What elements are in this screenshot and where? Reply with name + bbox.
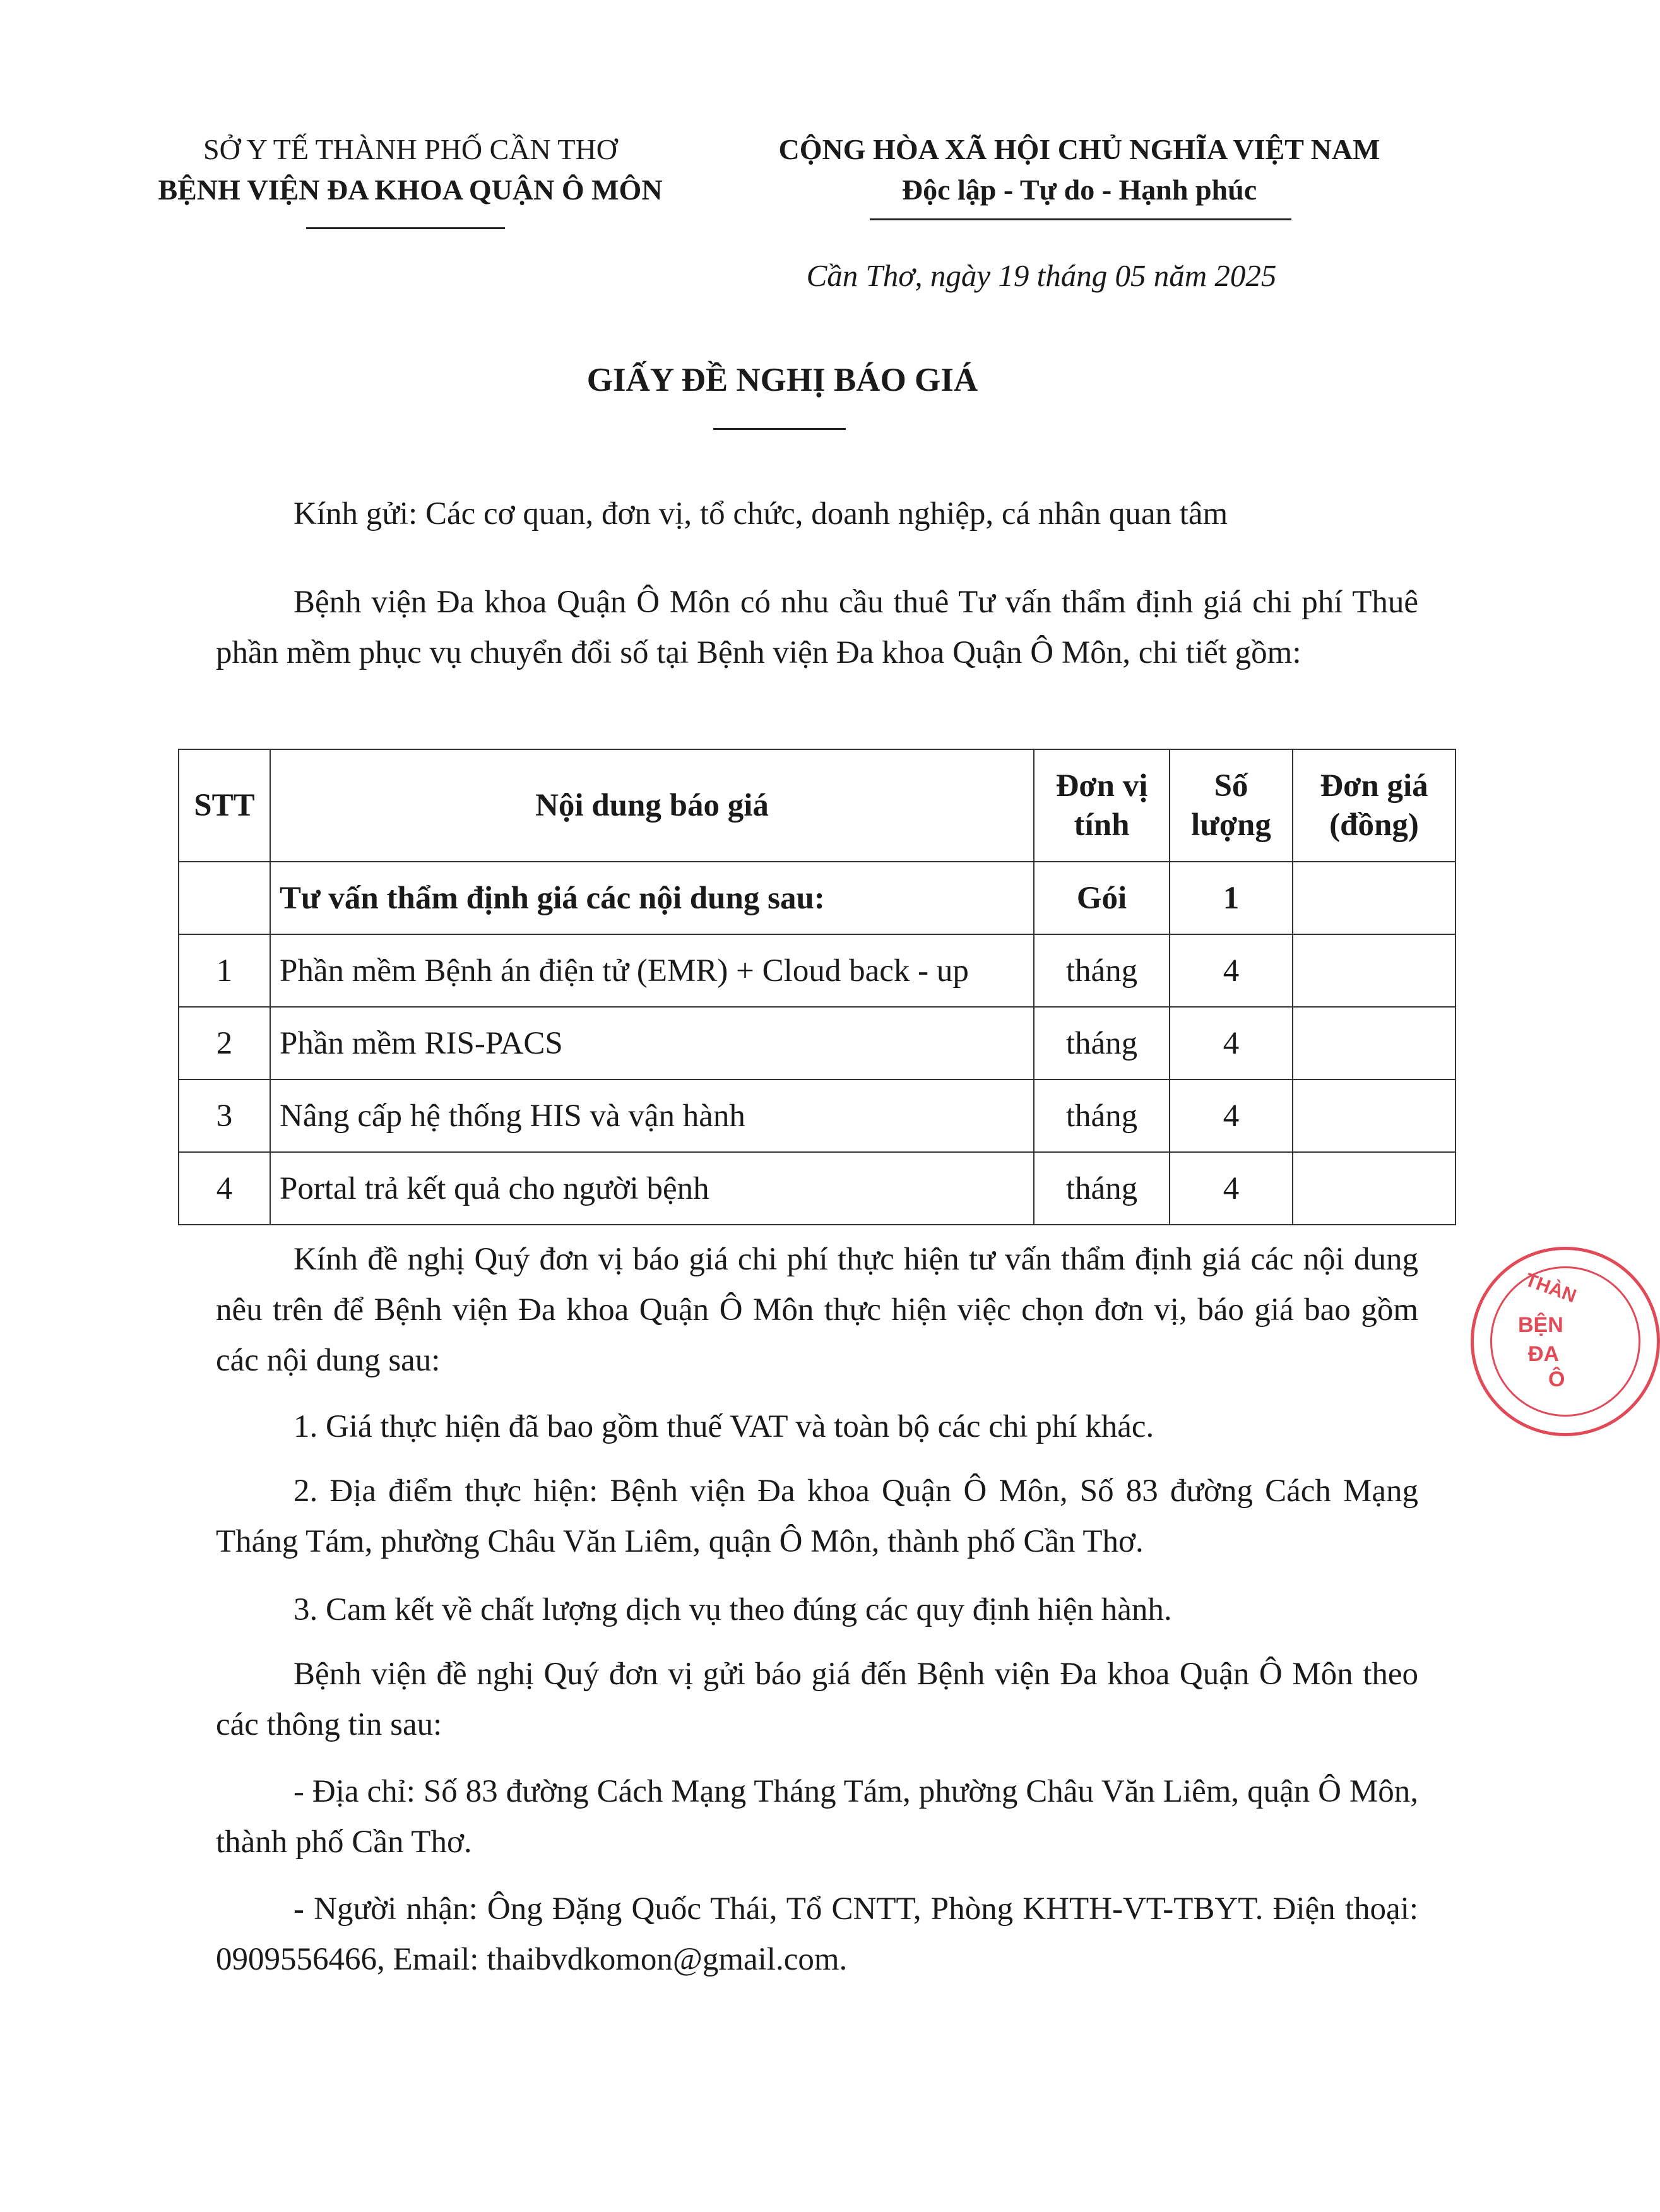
condition-item-1: 1. Giá thực hiện đã bao gồm thuế VAT và toàn bộ các chi phí khác. — [293, 1409, 1154, 1444]
header-quantity: Số lượng — [1170, 749, 1293, 862]
cell-quantity: 4 — [1170, 1152, 1293, 1225]
cell-content: Tư vấn thẩm định giá các nội dung sau: — [270, 862, 1034, 934]
quote-table — [178, 749, 1456, 1225]
table-row — [179, 1007, 1455, 1079]
intro-paragraph: Bệnh viện Đa khoa Quận Ô Môn có nhu cầu thuê Tư vấn thẩm định giá chi phí Thuê phần mềm phục vụ chuyển đổi số tại Bệnh viện Đa khoa Quận Ô Môn, chi tiết gồm: — [216, 585, 1418, 670]
cell-quantity: 1 — [1170, 862, 1293, 934]
cell-content: Phần mềm RIS-PACS — [270, 1007, 1034, 1079]
cell-price — [1293, 1152, 1455, 1225]
cell-content: Portal trả kết quả cho người bệnh — [270, 1152, 1034, 1225]
document-date: Cần Thơ, ngày 19 tháng 05 năm 2025 — [806, 258, 1277, 293]
header-price: Đơn giá (đồng) — [1293, 749, 1455, 862]
salutation: Kính gửi: Các cơ quan, đơn vị, tổ chức, doanh nghiệp, cá nhân quan tâm — [293, 496, 1228, 532]
header-stt: STT — [179, 749, 270, 862]
national-motto-block — [726, 129, 1433, 210]
official-seal: THÀN BỆN ĐA Ô — [1471, 1247, 1565, 1442]
cell-stt — [179, 862, 270, 934]
table-row — [179, 934, 1455, 1007]
table-row — [179, 1079, 1455, 1152]
national-name: CỘNG HÒA XÃ HỘI CHỦ NGHĨA VIỆT NAM — [778, 133, 1380, 165]
issuer-hospital: BỆNH VIỆN ĐA KHOA QUẬN Ô MÔN — [158, 174, 663, 206]
condition-item-2: 2. Địa điểm thực hiện: Bệnh viện Đa khoa Quận Ô Môn, Số 83 đường Cách Mạng Tháng Tám, phường Châu Văn Liêm, quận Ô Môn, thành phố Cần Thơ. — [216, 1473, 1418, 1559]
title-underline — [713, 428, 846, 430]
table-header-row — [179, 749, 1455, 862]
cell-quantity: 4 — [1170, 1007, 1293, 1079]
cell-stt: 2 — [179, 1007, 270, 1079]
request-paragraph: Kính đề nghị Quý đơn vị báo giá chi phí thực hiện tư vấn thẩm định giá các nội dung nêu trên để Bệnh viện Đa khoa Quận Ô Môn thực hiện việc chọn đơn vị, báo giá bao gồm các nội dung sau: — [216, 1242, 1418, 1378]
cell-unit: tháng — [1034, 1079, 1170, 1152]
condition-item-3: 3. Cam kết về chất lượng dịch vụ theo đúng các quy định hiện hành. — [293, 1592, 1172, 1627]
header-unit: Đơn vị tính — [1034, 749, 1170, 862]
cell-quantity: 4 — [1170, 934, 1293, 1007]
table-group-row — [179, 862, 1455, 934]
cell-price — [1293, 862, 1455, 934]
recipient-line: - Người nhận: Ông Đặng Quốc Thái, Tổ CNTT, Phòng KHTH-VT-TBYT. Điện thoại: 0909556466, Email: thaibvdkomon@gmail.com. — [216, 1891, 1418, 1977]
cell-stt: 1 — [179, 934, 270, 1007]
document-title: GIẤY ĐỀ NGHỊ BÁO GIÁ — [586, 362, 978, 398]
cell-unit: tháng — [1034, 934, 1170, 1007]
issuer-block — [95, 129, 726, 210]
cell-price — [1293, 934, 1455, 1007]
address-line: - Địa chỉ: Số 83 đường Cách Mạng Tháng Tám, phường Châu Văn Liêm, quận Ô Môn, thành phố Cần Thơ. — [216, 1774, 1418, 1860]
cell-unit: tháng — [1034, 1152, 1170, 1225]
cell-quantity: 4 — [1170, 1079, 1293, 1152]
cell-stt: 3 — [179, 1079, 270, 1152]
send-request-paragraph: Bệnh viện đề nghị Quý đơn vị gửi báo giá đến Bệnh viện Đa khoa Quận Ô Môn theo các thông tin sau: — [216, 1656, 1418, 1742]
motto-underline — [870, 218, 1291, 220]
cell-price — [1293, 1079, 1455, 1152]
cell-content: Nâng cấp hệ thống HIS và vận hành — [270, 1079, 1034, 1152]
table-row — [179, 1152, 1455, 1225]
national-motto: Độc lập - Tự do - Hạnh phúc — [901, 174, 1257, 206]
cell-stt: 4 — [179, 1152, 270, 1225]
cell-unit: Gói — [1034, 862, 1170, 934]
header-content: Nội dung báo giá — [270, 749, 1034, 862]
issuer-underline — [306, 227, 505, 229]
cell-unit: tháng — [1034, 1007, 1170, 1079]
cell-price — [1293, 1007, 1455, 1079]
issuer-department: SỞ Y TẾ THÀNH PHỐ CẦN THƠ — [203, 133, 617, 165]
cell-content: Phần mềm Bệnh án điện tử (EMR) + Cloud back - up — [270, 934, 1034, 1007]
